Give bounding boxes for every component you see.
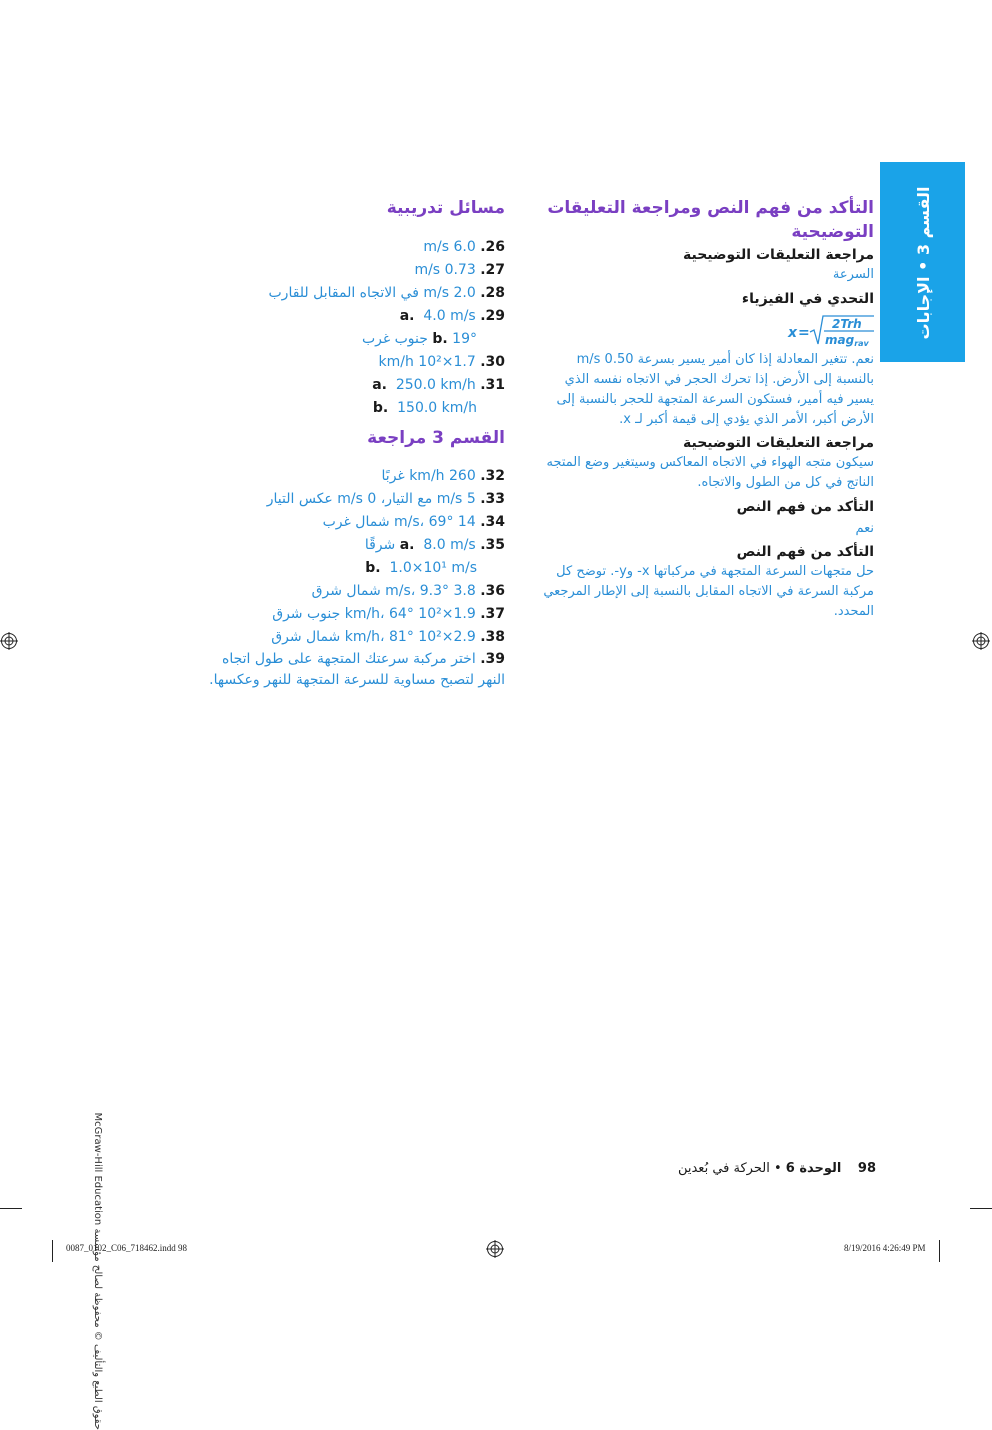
answer-item: 28. 2.0 m/s في الاتجاه المقابل للقارب	[268, 285, 505, 301]
unit-title: • الحركة في بُعدين	[677, 1161, 782, 1176]
answer-item: 30. 1.7×10² km/h	[378, 354, 505, 370]
right-s2-text: نعم. تتغير المعادلة إذا كان أمير يسير بسرعة 0.50 m/s بالنسبة إلى الأرض. إذا تحرك الحجر في الاتجاه نفسه الذي يسير فيه أمير، فستكون السرعة المتجهة للحجر بالنسبة إلى الأرض أكبر، الأمر الذي يؤدي إلى قيمة أكبر لـ x.	[556, 352, 874, 427]
answer-item: 36. 3.8 m/s، 9.3° شمال شرق	[311, 583, 505, 599]
unit-label: الوحدة 6	[785, 1161, 842, 1176]
answer-item: b. 19° جنوب غرب	[361, 331, 477, 347]
registration-mark-icon	[0, 632, 18, 650]
review-answers-list	[200, 465, 505, 695]
answer-item: 33. 5 m/s مع التيار، 0 m/s عكس التيار	[266, 491, 505, 507]
answer-item: b. 150.0 km/h	[372, 400, 477, 416]
right-s5-text: حل متجهات السرعة المتجهة في مركباتها x- وy-. توضح كل مركبة السرعة في الاتجاه المقابل بالنسبة إلى الإطار المرجعي المحدد.	[543, 564, 874, 619]
answer-item: 39. اختر مركبة سرعتك المتجهة على طول اتجاه النهر لتصبح مساوية للسرعة المتجهة للنهر وعكسها.	[209, 651, 505, 688]
formula-equals: =	[798, 325, 810, 341]
answer-item: 31. a. 250.0 km/h	[372, 377, 505, 393]
page-number: 98	[857, 1161, 876, 1176]
answer-item: 27. 0.73 m/s	[414, 262, 505, 278]
crop-mark	[939, 1240, 940, 1262]
registration-mark-icon	[972, 632, 990, 650]
slug-filename: 0087_0102_C06_718462.indd 98	[66, 1243, 188, 1253]
answer-item: b. 1.0×10¹ m/s	[365, 560, 477, 576]
answer-item: 26. 6.0 m/s	[423, 239, 505, 255]
right-s2-heading: التحدي في الفيزياء	[741, 291, 874, 307]
page-footer	[640, 1161, 876, 1176]
section-review-title: القسم 3 مراجعة	[367, 428, 505, 448]
crop-mark	[0, 1208, 22, 1209]
practice-answers-list	[200, 236, 505, 426]
answer-item: 38. 2.9×10² km/h، 81° شمال شرق	[271, 629, 505, 645]
right-s4-text: نعم	[855, 521, 874, 536]
practice-problems-title: مسائل تدريبية	[386, 198, 505, 218]
right-s1-heading: مراجعة التعليقات التوضيحية	[683, 247, 874, 263]
right-s5-heading: التأكد من فهم النص	[736, 544, 874, 560]
answer-item: 35. a. 8.0 m/s شرقًا	[364, 537, 505, 553]
copyright-credit: حقوق الطبع والتأليف © محفوظة لصالح مؤسسة McGraw-Hill Education	[92, 1112, 103, 1430]
right-section-title: التأكد من فهم النص ومراجعة التعليقات التوضيحية	[547, 198, 874, 242]
section-tab	[880, 162, 965, 362]
formula-lhs: x	[788, 325, 798, 341]
section-tab-label: القسم 3 • الإجابات	[914, 186, 933, 340]
equation-formula	[786, 314, 876, 348]
answer-item: 32. 260 km/h غربًا	[381, 468, 505, 484]
right-s4-heading: التأكد من فهم النص	[736, 499, 874, 515]
slug-timestamp: 8/19/2016 4:26:49 PM	[844, 1243, 926, 1253]
right-s3-text: سيكون متجه الهواء في الاتجاه المعاكس وسيتغير وضع المتجه الناتج في كل من الطول والاتجاه.	[546, 455, 874, 490]
crop-mark	[52, 1240, 53, 1262]
answer-item: 29. a. 4.0 m/s	[399, 308, 505, 324]
formula-denominator: magrav	[825, 333, 869, 348]
answer-item: 37. 1.9×10² km/h، 64° جنوب شرق	[272, 606, 505, 622]
right-s3-heading: مراجعة التعليقات التوضيحية	[683, 435, 874, 451]
crop-mark	[970, 1208, 992, 1209]
formula-numerator: 2Trh	[832, 317, 862, 331]
answer-item: 34. 14 m/s، 69° شمال غرب	[322, 514, 505, 530]
right-s1-text: السرعة	[832, 267, 874, 282]
registration-mark-icon	[486, 1240, 504, 1258]
